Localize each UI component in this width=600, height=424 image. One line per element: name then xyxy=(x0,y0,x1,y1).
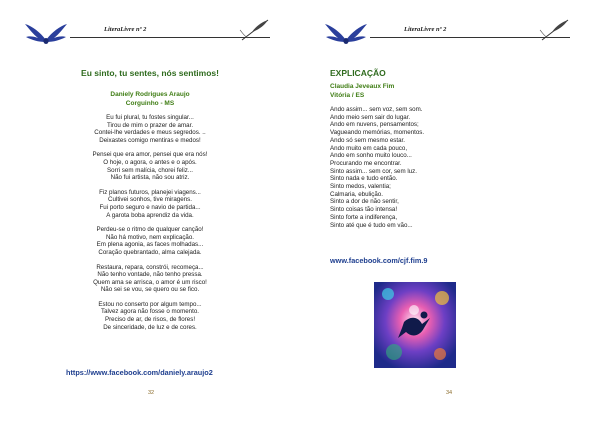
author-location: Corguinho - MS xyxy=(125,100,175,107)
wings-logo-icon xyxy=(324,20,368,46)
stanza xyxy=(0,301,300,331)
poem-line: Ando meio sem sair do lugar. xyxy=(330,113,411,121)
stanza xyxy=(0,114,300,144)
poem-line: Preciso de ar, de risos, de flores! xyxy=(104,316,196,324)
poem-line: Fiz planos futuros, planejei viagens... xyxy=(99,188,201,196)
page-number: 34 xyxy=(446,390,453,396)
poem-body xyxy=(0,114,300,338)
poem-title: EXPLICAÇÃO xyxy=(330,68,386,78)
poem-line: Sinto coisas tão intensa! xyxy=(330,206,398,214)
poem-line: Não fui artista, não sou atriz. xyxy=(110,174,190,182)
poem-line: Ando em sonho muito louco... xyxy=(330,152,412,160)
poem-line: Ando em nuvens, pensamentos; xyxy=(330,121,419,129)
poem-line: Eu fui plural, tu fostes singular... xyxy=(106,114,194,121)
quill-pen-icon xyxy=(238,18,272,42)
poem-line: Sinto até que é tudo em vão... xyxy=(330,221,413,229)
page-number: 32 xyxy=(148,390,155,396)
author-block xyxy=(0,90,300,108)
poem-line: Sinto nada e tudo então. xyxy=(330,175,398,183)
poem-line: Deixastes comigo mentiras e medos! xyxy=(99,136,201,144)
poem-line: Coração quebrantado, alma calejada. xyxy=(98,248,202,256)
poem-line: A garota boba aprendiz da vida. xyxy=(106,211,194,219)
right-page xyxy=(300,0,600,424)
stanza xyxy=(0,189,300,219)
author-block xyxy=(330,83,394,100)
poem-title: Eu sinto, tu sentes, nós sentimos! xyxy=(81,68,219,78)
poem-body xyxy=(330,106,424,229)
stanza xyxy=(0,226,300,256)
artwork-image xyxy=(374,282,456,368)
poem-line: Perdeu-se o ritmo de qualquer canção! xyxy=(96,226,204,234)
poem-line: Sorri sem malícia, chorei feliz... xyxy=(107,166,193,174)
poem-line: De sinceridade, de luz e de cores. xyxy=(103,323,197,331)
poem-line: Procurando me encontrar. xyxy=(330,159,402,167)
stanza xyxy=(0,264,300,294)
header-text: LiteraLivre nº 2 xyxy=(404,26,447,33)
poem-line: Ando muito em cada pouco, xyxy=(330,144,408,152)
poem-line: Vagueando memórias, momentos. xyxy=(330,129,425,137)
poem-line: Fui porto seguro e navio de partida... xyxy=(99,203,201,211)
poem-line: Não sei se vou, se quero ou se fico. xyxy=(100,286,200,294)
poem-line: Quem ama se arrisca, o amor é um risco! xyxy=(93,278,207,286)
poem-line: Tirou de mim o prazer de amar. xyxy=(106,121,194,129)
poem-line: Sinto a dor de não sentir, xyxy=(330,198,399,206)
poem-line: Pensei que era amor, pensei que era nós! xyxy=(92,151,208,159)
header-text: LiteraLivre nº 2 xyxy=(104,26,147,33)
poem-line: Estou no conserto por algum tempo... xyxy=(98,300,202,308)
poem-line: Talvez agora não fosse o momento. xyxy=(100,308,200,316)
author-location: Vitória / ES xyxy=(330,91,365,99)
stanza xyxy=(0,151,300,181)
author-facebook-link[interactable]: https://www.facebook.com/daniely.araujo2 xyxy=(66,368,213,377)
author-name: Daniely Rodrigues Araujo xyxy=(110,91,190,98)
poem-line: Sinto medos, valentia; xyxy=(330,183,391,191)
poem-line: Sinto forte a indiferença, xyxy=(330,213,398,221)
poem-line: Em plena agonia, as faces molhadas... xyxy=(96,241,204,249)
poem-line: Não há motivo, nem explicação. xyxy=(105,233,195,241)
poem-line: Ando assim... sem voz, sem som. xyxy=(330,106,423,113)
poem-line: O hoje, o agora, o antes e o após. xyxy=(103,158,197,166)
poem-line: Calmaria, ebulição. xyxy=(330,190,383,198)
author-name: Claudia Jeveaux Fim xyxy=(330,83,395,90)
author-facebook-link[interactable]: www.facebook.com/cjf.fim.9 xyxy=(330,256,428,265)
poem-line: Contei-lhe verdades e meus segredos. .. xyxy=(94,129,206,137)
poem-line: Cultivei sonhos, tive miragens. xyxy=(108,196,192,204)
poem-line: Ando só sem mesmo estar. xyxy=(330,136,405,144)
poem-line: Sinto assim... sem cor, sem luz. xyxy=(330,167,417,175)
wings-logo-icon xyxy=(24,20,68,46)
poem-line: Não tenho vontade, não tenho pressa. xyxy=(97,271,203,279)
poem-line: Restaura, repara, constrói, recomeça... xyxy=(96,263,204,271)
quill-pen-icon xyxy=(538,18,572,42)
